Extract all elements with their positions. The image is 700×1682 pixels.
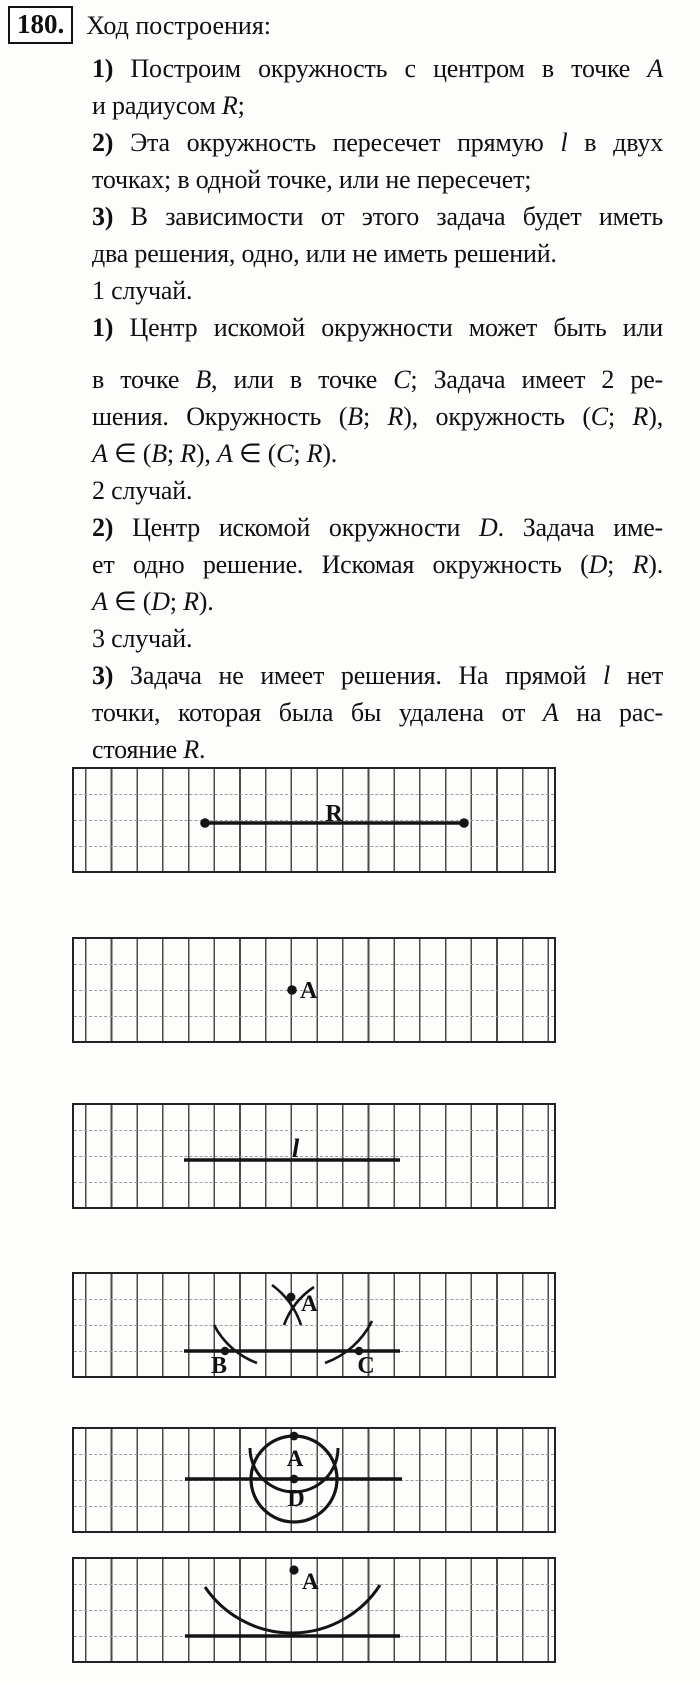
figure-line-l <box>72 1103 556 1209</box>
text-run: ), <box>195 439 217 468</box>
text-run: ; <box>293 439 307 468</box>
figure5-svg <box>74 1429 558 1535</box>
text-run: 3) <box>92 202 131 231</box>
text-line <box>8 309 663 346</box>
text-run: D <box>588 550 608 579</box>
text-run: ; <box>169 587 184 616</box>
point-D-dot <box>290 1475 299 1484</box>
text-line <box>8 731 663 768</box>
text-run: A <box>92 587 108 616</box>
problem-header <box>8 6 663 50</box>
segment-endpoint-dot <box>200 818 210 828</box>
text-run: R <box>183 735 199 764</box>
label-D: D <box>287 1486 305 1512</box>
text-line <box>8 87 663 124</box>
text-run: Эта окружность пересечет прямую <box>130 128 561 157</box>
label-l: l <box>292 1134 300 1163</box>
text-line <box>8 235 663 272</box>
text-run: D <box>479 513 498 542</box>
text-run: ∈ ( <box>107 439 152 468</box>
text-run: ; Задача имеет 2 ре- <box>410 365 663 394</box>
text-run: R <box>180 439 196 468</box>
figure1-svg <box>74 769 558 875</box>
text-line <box>8 198 663 235</box>
text-run: Центр искомой окружности <box>132 513 480 542</box>
solution-lines <box>8 50 663 768</box>
text-run: В зависимости от этого задача будет иметь <box>130 202 664 231</box>
arc-not-reaching-line <box>205 1585 380 1633</box>
text-line <box>8 161 663 198</box>
text-run: 3) <box>92 661 131 690</box>
text-run: на рас- <box>558 698 663 727</box>
text-run: l <box>602 661 610 690</box>
problem-number-box: 180. <box>8 6 73 44</box>
text-line <box>8 272 663 309</box>
text-run: B <box>347 402 363 431</box>
text-run: R <box>387 402 404 431</box>
text-run: нет <box>610 661 663 690</box>
figure6-svg <box>74 1559 558 1665</box>
text-run: C <box>590 402 608 431</box>
label-A: A <box>301 1291 318 1316</box>
text-run: ; <box>607 402 633 431</box>
text-run: ), <box>648 402 663 431</box>
text-run: ). <box>648 550 663 579</box>
label-R: R <box>325 801 343 827</box>
text-line <box>8 472 663 509</box>
segment-endpoint-dot <box>459 818 469 828</box>
text-run: ∈ ( <box>107 587 152 616</box>
text-run: ). <box>322 439 338 468</box>
text-run: 3 случай. <box>92 624 193 653</box>
text-line <box>8 435 663 472</box>
text-run: . Задача име- <box>497 513 664 542</box>
text-run: ). <box>198 587 214 616</box>
text-run: в двух <box>567 128 663 157</box>
text-run: , или в точке <box>211 365 394 394</box>
text-run: 1) <box>92 54 131 83</box>
text-run: A <box>647 54 663 83</box>
text-run: два решения, одно, или не иметь решений. <box>92 239 557 268</box>
text-run: ), окружность ( <box>403 402 591 431</box>
figure-case2-D <box>72 1427 556 1533</box>
text-run: R <box>632 402 649 431</box>
text-run: шения. Окружность ( <box>92 402 348 431</box>
text-line <box>8 583 663 620</box>
text-run: 2 случай. <box>92 476 193 505</box>
text-line <box>8 50 663 87</box>
text-run: . <box>198 735 206 764</box>
text-run: 2) <box>92 128 131 157</box>
text-run: стояние <box>92 735 184 764</box>
text-line <box>8 694 663 731</box>
text-run: A <box>216 439 233 468</box>
text-line <box>8 620 663 657</box>
text-run: B <box>195 365 212 394</box>
figure-case1-BC <box>72 1272 556 1378</box>
text-run: ет одно решение. Искомая окружность ( <box>92 550 589 579</box>
problem-header-title: Ход построения: <box>86 11 272 40</box>
text-run: ; <box>166 439 181 468</box>
text-line <box>8 398 663 435</box>
text-run: ∈ ( <box>232 439 277 468</box>
label-C: C <box>357 1353 375 1379</box>
text-line <box>8 509 663 546</box>
text-run: в точке <box>92 365 196 394</box>
point-A-dot <box>287 985 297 995</box>
text-run: 1) <box>92 313 130 342</box>
label-A: A <box>302 1569 319 1594</box>
text-run: 1 случай. <box>92 276 193 305</box>
point-A-dot <box>289 1565 298 1574</box>
text-run: A <box>92 439 108 468</box>
figure-case3-no-solution <box>72 1557 556 1663</box>
figure2-svg <box>74 939 558 1045</box>
text-run: ; <box>607 550 633 579</box>
figure-segment-R <box>72 767 556 873</box>
text-run: точки, которая была бы удалена от <box>92 698 543 727</box>
text-run: ; <box>237 91 245 120</box>
label-B: B <box>210 1353 228 1379</box>
text-run: R <box>306 439 323 468</box>
text-run: и радиусом <box>92 91 222 120</box>
label-A: A <box>286 1446 304 1471</box>
point-A-dot <box>287 1293 296 1302</box>
text-run: D <box>151 587 170 616</box>
figure3-svg <box>74 1105 558 1211</box>
point-A-dot <box>290 1432 299 1441</box>
text-run: ; <box>362 402 388 431</box>
label-A: A <box>300 978 318 1004</box>
text-run: Задача не имеет решения. На прямой <box>130 661 603 690</box>
text-run: Построим окружность с центром в точке <box>130 54 648 83</box>
text-run: l <box>560 128 568 157</box>
text-run: 2) <box>92 513 133 542</box>
text-run: точках; в одной точке, или не пересечет; <box>92 165 532 194</box>
figure4-svg <box>74 1274 558 1380</box>
text-line <box>8 124 663 161</box>
text-run: Центр искомой окружности может быть или <box>129 313 664 342</box>
text-line <box>8 361 663 398</box>
figure-point-A <box>72 937 556 1043</box>
text-run: R <box>183 587 199 616</box>
text-run: B <box>151 439 167 468</box>
text-run: A <box>542 698 559 727</box>
text-run: C <box>276 439 294 468</box>
solution-text-block <box>8 6 663 768</box>
text-line <box>8 657 663 694</box>
text-line <box>8 546 663 583</box>
text-run: R <box>632 550 649 579</box>
text-run: C <box>393 365 411 394</box>
text-run: R <box>221 91 238 120</box>
